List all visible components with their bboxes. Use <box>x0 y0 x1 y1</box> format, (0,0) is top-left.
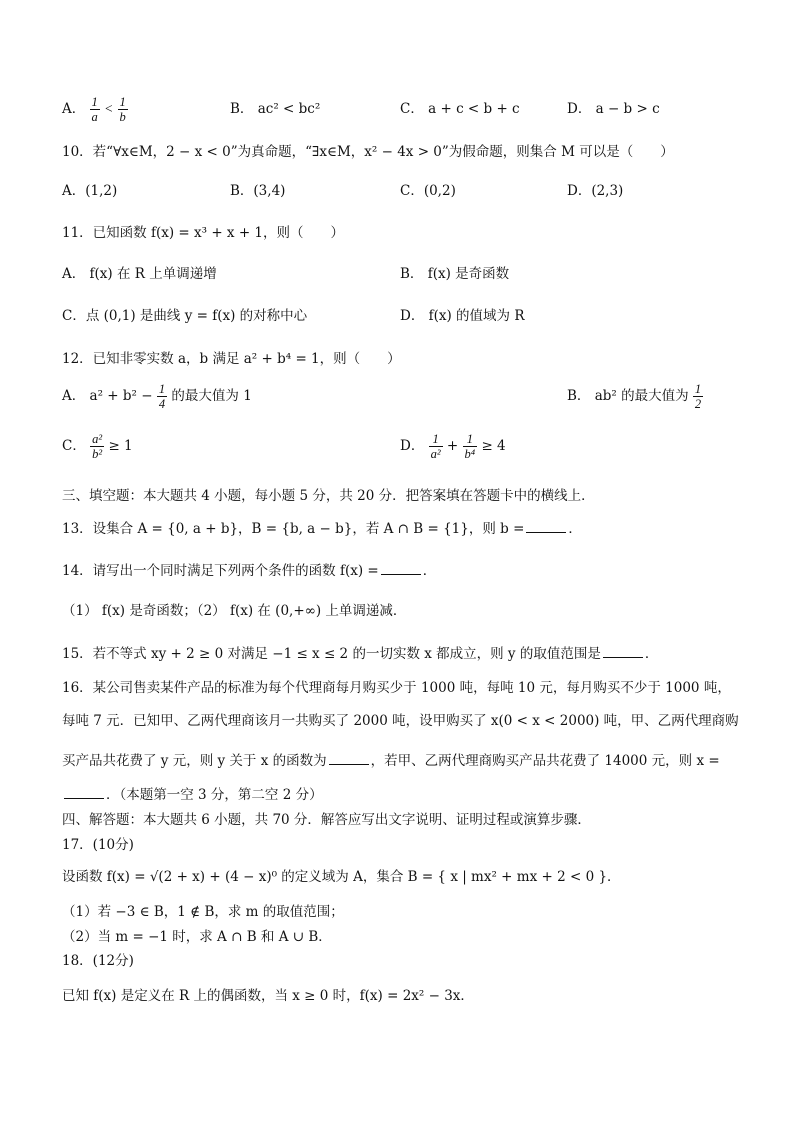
q13: 13．设集合 A = {0, a + b}，B = {b, a − b}，若 A ∩ B = {1}，则 b = ． <box>62 521 582 537</box>
q18-stem: 已知 f(x) 是定义在 R 上的偶函数，当 x ≥ 0 时，f(x) = 2x² − 3x． <box>62 988 474 1004</box>
q12-option-a: A． a² + b² − $\frac{1}{4}$ 的最大值为 1 <box>62 382 252 411</box>
q9-option-b: B． ac² < bc² <box>230 101 321 117</box>
q9-option-a: A． $\frac{1}{a}$ < $\frac{1}{b}$ <box>62 95 126 124</box>
q10-option-c: C．(0,2) <box>400 183 456 199</box>
q11-stem: 11．已知函数 f(x) = x³ + x + 1，则（ ） <box>62 225 345 241</box>
q9-option-a-fraction-1: $\frac{1}{a}$ <box>91 95 98 124</box>
q17-stem: 设函数 f(x) = √(2 + x) + (4 − x)⁰ 的定义域为 A，集合 B = { x | mx² + mx + 2 < 0 }． <box>62 869 621 885</box>
q12-option-c: C． $\frac{\text{a²}}{\text{b²}}$ ≥ 1 <box>62 432 133 461</box>
q12-option-b-fraction: $\frac{1}{2}$ <box>694 382 702 411</box>
q9-option-d: D． a − b > c <box>567 101 660 117</box>
q15: 15．若不等式 xy + 2 ≥ 0 对满足 −1 ≤ x ≤ 2 的一切实数 x 都成立，则 y 的取值范围是 ． <box>62 646 659 662</box>
q10-stem: 10．若“∀x∈M，2 − x < 0”为真命题，“∃x∈M，x² − 4x > 0”为假命题，则集合 M 可以是（ ） <box>62 144 674 160</box>
q17-part-2: （2）当 m = −1 时，求 A ∩ B 和 A ∪ B． <box>62 929 332 945</box>
q12-option-d-fraction-1: $\frac{1}{\text{a²}}$ <box>430 432 441 461</box>
q16-line-4: ．（本题第一空 3 分，第二空 2 分） <box>62 786 323 804</box>
q17-header: 17．(10分) <box>62 837 134 853</box>
q12-option-b: B． ab² 的最大值为 $\frac{1}{2}$ <box>567 382 702 411</box>
q10-option-b: B．(3,4) <box>230 183 286 199</box>
q11-option-d: D． f(x) 的值域为 R <box>400 308 525 324</box>
q11-option-c: C．点 (0,1) 是曲线 y = f(x) 的对称中心 <box>62 308 308 324</box>
q16-line-1: 16．某公司售卖某件产品的标准为每个代理商每月购买少于 1000 吨，每吨 10 元，每月购买不少于 1000 吨， <box>62 680 731 696</box>
q14-conditions: （1） f(x) 是奇函数；（2） f(x) 在 (0,+∞) 上单调递减． <box>62 603 407 619</box>
q12-option-d: D． $\frac{1}{\text{a²}}$ + $\frac{1}{\text{b⁴}}$ ≥ 4 <box>400 432 506 461</box>
q10-option-d: D．(2,3) <box>567 183 624 199</box>
q16-line-3: 买产品共花费了 y 元，则 y 关于 x 的函数为 ，若甲、乙两代理商购买产品共花费了 14000 元，则 x = <box>62 753 720 769</box>
q14: 14．请写出一个同时满足下列两个条件的函数 f(x) = ． <box>62 563 437 579</box>
q9-option-c: C． a + c < b + c <box>400 101 520 117</box>
q9-option-a-fraction-2: $\frac{1}{b}$ <box>119 95 126 124</box>
q11-option-b: B． f(x) 是奇函数 <box>400 266 510 282</box>
q16-answer-blank-1[interactable] <box>329 752 369 765</box>
q9-option-a-label: A． <box>62 101 86 117</box>
section-4-heading: 四、解答题：本大题共 6 小题，共 70 分．解答应写出文字说明、证明过程或演算步骤． <box>62 812 591 828</box>
q18-header: 18．(12分) <box>62 953 134 969</box>
q12-option-c-fraction: $\frac{\text{a²}}{\text{b²}}$ <box>92 432 103 461</box>
q17-part-1: （1）若 −3 ∈ B，1 ∉ B，求 m 的取值范围； <box>62 904 344 920</box>
q16-line-2: 每吨 7 元．已知甲、乙两代理商该月一共购买了 2000 吨，设甲购买了 x(0 < x < 2000) 吨，甲、乙两代理商购 <box>62 713 739 729</box>
q12-stem: 12．已知非零实数 a，b 满足 a² + b⁴ = 1，则（ ） <box>62 351 401 367</box>
q14-answer-blank[interactable] <box>381 562 421 575</box>
q13-answer-blank[interactable] <box>526 520 566 533</box>
q12-option-a-fraction: $\frac{1}{4}$ <box>158 382 166 411</box>
section-3-heading: 三、填空题：本大题共 4 小题，每小题 5 分，共 20 分．把答案填在答题卡中的横线上． <box>62 488 595 504</box>
q15-answer-blank[interactable] <box>603 645 643 658</box>
q12-option-d-fraction-2: $\frac{1}{\text{b⁴}}$ <box>464 432 476 461</box>
q10-option-a: A．(1,2) <box>62 183 118 199</box>
q16-answer-blank-2[interactable] <box>64 786 104 799</box>
q11-option-a: A． f(x) 在 R 上单调递增 <box>62 266 217 282</box>
